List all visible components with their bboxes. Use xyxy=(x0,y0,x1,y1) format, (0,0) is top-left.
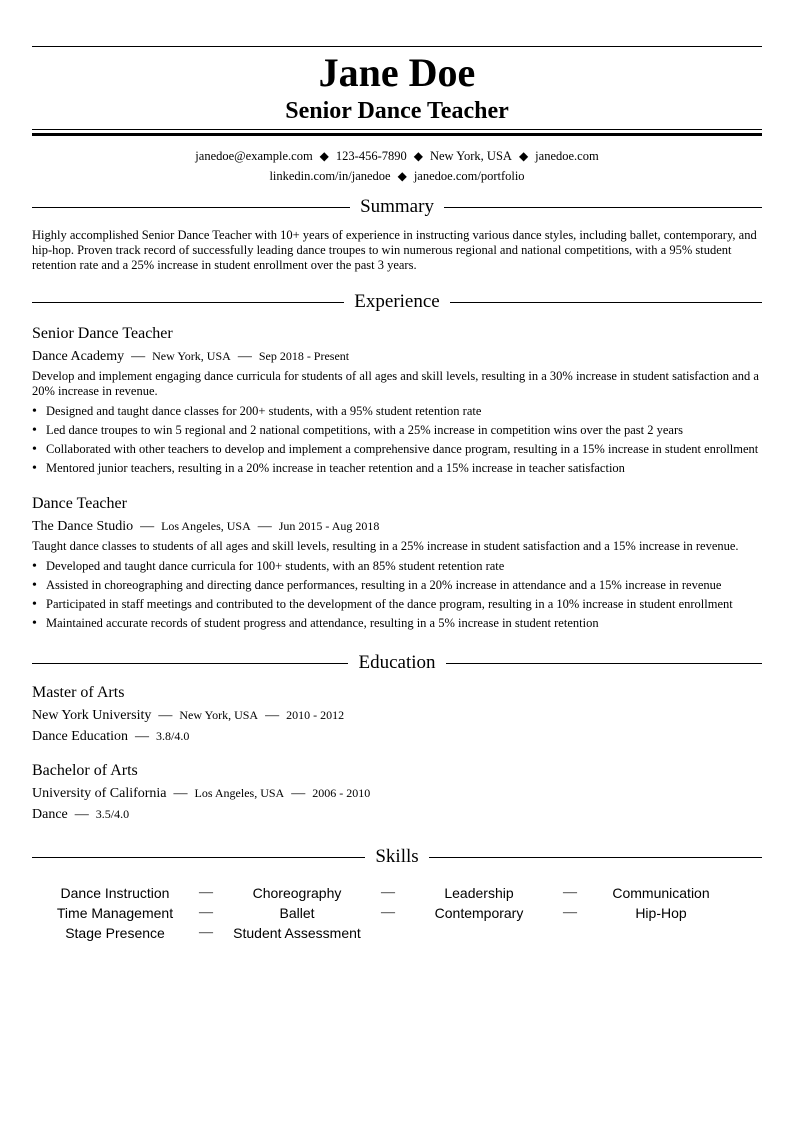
field-meta xyxy=(32,726,762,747)
field-of-study: Dance Education xyxy=(32,729,129,744)
skill-divider: — xyxy=(199,925,213,940)
bullet-icon: • xyxy=(32,423,37,438)
divider-line xyxy=(444,207,762,208)
phone-text: 123-456-7890 xyxy=(335,149,407,163)
dash-separator: — xyxy=(140,519,155,534)
summary-text: Highly accomplished Senior Dance Teacher with 10+ years of experience in instructing various dance styles, including ballet, contemporary, and hip-hop. Proven track record of successfully leading dance troupes to win numerous regional and national competitions, with a 95% student retention rate and a 25% increase in student enrollment over the past 3 years. xyxy=(32,228,757,272)
dash-separator: — xyxy=(135,729,150,744)
resume-page xyxy=(32,46,762,943)
skill-item: Time Management xyxy=(56,905,174,921)
school-dates: 2006 - 2010 xyxy=(312,786,371,800)
website-link[interactable]: janedoe.com xyxy=(535,149,599,163)
diamond-separator-icon: ◆ xyxy=(518,149,529,163)
bullet-text: Led dance troupes to win 5 regional and 2 national competitions, with a 25% increase in competition wins over the past 2 years xyxy=(46,423,683,437)
candidate-name: Jane Doe xyxy=(318,50,476,95)
skill-divider: — xyxy=(563,885,577,900)
divider-line xyxy=(32,663,348,664)
experience-heading-row xyxy=(32,290,762,314)
school-meta xyxy=(32,783,762,804)
degree-name: Master of Arts xyxy=(32,684,125,701)
skill-item: Contemporary xyxy=(434,905,524,921)
bullet-icon: • xyxy=(32,559,37,574)
school-name: New York University xyxy=(32,708,152,723)
diamond-separator-icon: ◆ xyxy=(319,149,329,163)
dash-separator: — xyxy=(173,786,188,801)
skill-item: Stage Presence xyxy=(65,925,165,941)
contact-line-2 xyxy=(32,166,762,186)
skill-item: Communication xyxy=(612,885,710,901)
diamond-separator-icon: ◆ xyxy=(397,169,407,183)
location-text: New York, USA xyxy=(429,149,512,163)
list-item xyxy=(32,614,762,633)
school-location: Los Angeles, USA xyxy=(194,786,285,800)
job-entry xyxy=(32,494,762,633)
bullet-icon: • xyxy=(32,578,37,593)
education-heading: Education xyxy=(358,652,436,673)
job-role: Senior Dance Teacher xyxy=(32,325,173,342)
list-item xyxy=(32,459,762,478)
field-meta xyxy=(32,804,762,825)
job-bullets xyxy=(32,402,762,478)
bullet-text: Maintained accurate records of student progress and attendance, resulting in a 5% increase in student retention xyxy=(46,616,599,630)
dash-separator: — xyxy=(265,708,280,723)
skill-item: Choreography xyxy=(252,885,342,901)
email-link[interactable]: janedoe@example.com xyxy=(195,149,313,163)
contact-block xyxy=(32,146,762,186)
dash-separator: — xyxy=(291,786,306,801)
job-dates: Jun 2015 - Aug 2018 xyxy=(278,519,380,533)
skill-divider: — xyxy=(199,885,213,900)
divider-line xyxy=(32,207,350,208)
candidate-title: Senior Dance Teacher xyxy=(285,98,509,124)
skills-heading: Skills xyxy=(375,846,419,867)
job-role: Dance Teacher xyxy=(32,495,127,512)
school-dates: 2010 - 2012 xyxy=(286,708,345,722)
dash-separator: — xyxy=(237,349,252,364)
skill-divider: — xyxy=(199,905,213,920)
skill-item: Ballet xyxy=(279,905,315,921)
dash-separator: — xyxy=(131,349,146,364)
skill-item: Dance Instruction xyxy=(60,885,170,901)
degree-name: Bachelor of Arts xyxy=(32,762,138,779)
skill-divider: — xyxy=(381,905,395,920)
skill-divider: — xyxy=(381,885,395,900)
top-rule xyxy=(32,46,762,47)
education-entry xyxy=(32,761,762,825)
list-item xyxy=(32,440,762,459)
gpa-value: 3.8/4.0 xyxy=(156,729,190,743)
job-description: Develop and implement engaging dance curricula for students of all ages and skill levels, resulting in a 30% increase in student satisfaction and a 20% increase in revenue. xyxy=(32,369,759,398)
dash-separator: — xyxy=(158,708,173,723)
list-item xyxy=(32,402,762,421)
job-company: The Dance Studio xyxy=(32,519,134,534)
portfolio-link[interactable]: janedoe.com/portfolio xyxy=(413,169,525,183)
summary-heading: Summary xyxy=(360,196,434,217)
field-of-study: Dance xyxy=(32,807,68,822)
linkedin-link[interactable]: linkedin.com/in/janedoe xyxy=(269,169,391,183)
header-double-rule xyxy=(32,129,762,136)
dash-separator: — xyxy=(257,519,272,534)
divider-line xyxy=(446,663,762,664)
bullet-icon: • xyxy=(32,597,37,612)
skill-item: Leadership xyxy=(444,885,514,901)
school-location: New York, USA xyxy=(179,708,259,722)
bullet-text: Collaborated with other teachers to develop and implement a comprehensive dance program, resulting in a 15% increase in student enrollment xyxy=(46,442,759,456)
school-meta xyxy=(32,705,762,726)
job-location: New York, USA xyxy=(152,349,231,363)
bullet-text: Participated in staff meetings and contributed to the development of the dance program, resulting in a 10% increase in student enrollment xyxy=(46,597,733,611)
list-item xyxy=(32,421,762,440)
job-bullets xyxy=(32,557,762,633)
bullet-text: Developed and taught dance curricula for 100+ students, with an 85% student retention rate xyxy=(46,559,505,573)
divider-line xyxy=(32,857,365,858)
bullet-text: Mentored junior teachers, resulting in a 20% increase in teacher retention and a 15% increase in teacher satisfaction xyxy=(46,461,625,475)
job-description: Taught dance classes to students of all ages and skill levels, resulting in a 25% increase in student satisfaction and a 15% increase in revenue. xyxy=(32,539,739,553)
divider-line xyxy=(450,302,762,303)
summary-heading-row xyxy=(32,195,762,219)
job-dates: Sep 2018 - Present xyxy=(258,349,350,363)
contact-line-1 xyxy=(32,146,762,166)
bullet-text: Designed and taught dance classes for 200+ students, with a 95% student retention rate xyxy=(46,404,482,418)
job-company: Dance Academy xyxy=(32,349,125,364)
job-location: Los Angeles, USA xyxy=(161,519,251,533)
list-item xyxy=(32,576,762,595)
education-entry xyxy=(32,683,762,747)
skill-divider: — xyxy=(563,905,577,920)
bullet-icon: • xyxy=(32,616,37,631)
job-meta xyxy=(32,516,762,537)
bullet-icon: • xyxy=(32,442,37,457)
diamond-separator-icon: ◆ xyxy=(413,149,423,163)
education-heading-row xyxy=(32,651,762,675)
dash-separator: — xyxy=(74,807,89,822)
experience-heading: Experience xyxy=(354,291,440,312)
gpa-value: 3.5/4.0 xyxy=(95,807,130,821)
job-entry xyxy=(32,324,762,478)
list-item xyxy=(32,557,762,576)
job-meta xyxy=(32,346,762,367)
skills-heading-row xyxy=(32,845,762,869)
skill-item: Student Assessment xyxy=(233,925,361,941)
bullet-icon: • xyxy=(32,461,37,476)
bullet-text: Assisted in choreographing and directing dance performances, resulting in a 20% increase in attendance and a 15% increase in revenue xyxy=(46,578,722,592)
skill-item: Hip-Hop xyxy=(635,905,687,921)
bullet-icon: • xyxy=(32,404,37,419)
list-item xyxy=(32,595,762,614)
divider-line xyxy=(32,302,344,303)
school-name: University of California xyxy=(32,786,167,801)
divider-line xyxy=(429,857,762,858)
skills-grid xyxy=(32,883,762,943)
